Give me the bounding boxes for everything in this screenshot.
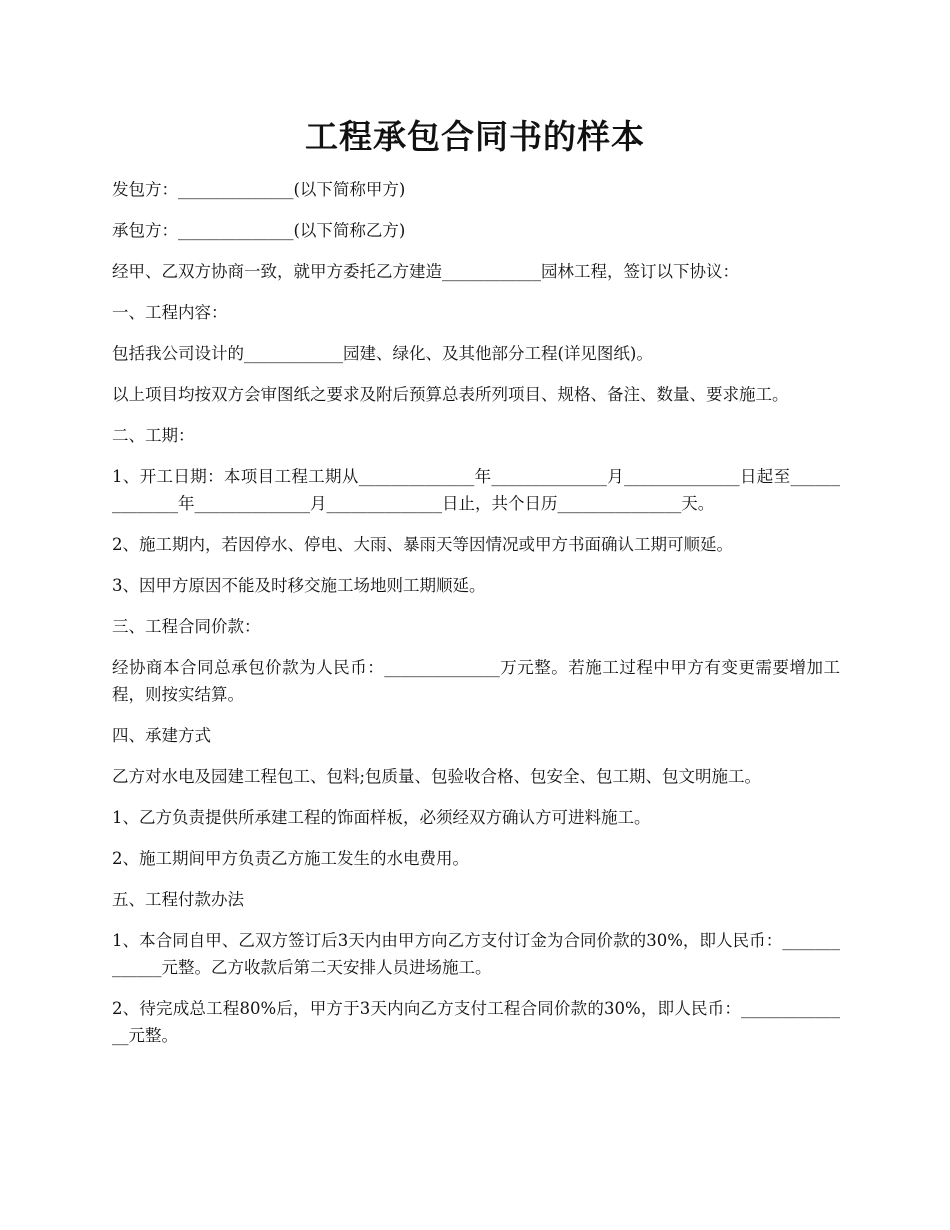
paragraph: 3、因甲方原因不能及时移交施工场地则工期顺延。 [112, 576, 486, 595]
section-heading: 五、工程付款办法 [112, 890, 244, 909]
paragraph: 包括我公司设计的____________园建、绿化、及其他部分工程(详见图纸)。 [112, 344, 653, 363]
party-b-line: 承包方：______________(以下简称乙方) [112, 221, 406, 240]
section-heading: 三、工程合同价款： [112, 617, 261, 636]
paragraph: 经协商本合同总承包价款为人民币：______________万元整。若施工过程中甲方有变更需要增加工程，则按实结算。 [112, 658, 840, 704]
document-body [112, 176, 840, 1063]
paragraph: 2、待完成总工程80%后，甲方于3天内向乙方支付工程合同价款的30%，即人民币：______________元整。 [112, 999, 840, 1045]
paragraph: 2、施工期内，若因停水、停电、大雨、暴雨天等因情况或甲方书面确认工期可顺延。 [112, 535, 733, 554]
paragraph: 1、本合同自甲、乙双方签订后3天内由甲方向乙方支付订金为合同价款的30%，即人民币：_____________元整。乙方收款后第二天安排人员进场施工。 [112, 931, 840, 977]
paragraph: 2、施工期间甲方负责乙方施工发生的水电费用。 [112, 849, 469, 868]
party-a-line: 发包方：______________(以下简称甲方) [112, 180, 406, 199]
agreement-intro: 经甲、乙双方协商一致，就甲方委托乙方建造____________园林工程，签订以下协议： [112, 262, 739, 281]
section-heading: 四、承建方式 [112, 726, 211, 745]
document-title: 工程承包合同书的样本 [305, 117, 645, 156]
section-heading: 一、工程内容： [112, 303, 228, 322]
section-heading: 二、工期： [112, 426, 195, 445]
paragraph: 以上项目均按双方会审图纸之要求及附后预算总表所列项目、规格、备注、数量、要求施工。 [112, 385, 789, 404]
paragraph: 1、乙方负责提供所承建工程的饰面样板，必须经双方确认方可进料施工。 [112, 808, 651, 827]
paragraph: 1、开工日期：本项目工程工期从______________年______________月______________日起至______________年______________月______________日止，共个日历_______________天。 [112, 467, 840, 513]
paragraph: 乙方对水电及园建工程包工、包料;包质量、包验收合格、包安全、包工期、包文明施工。 [112, 767, 762, 786]
